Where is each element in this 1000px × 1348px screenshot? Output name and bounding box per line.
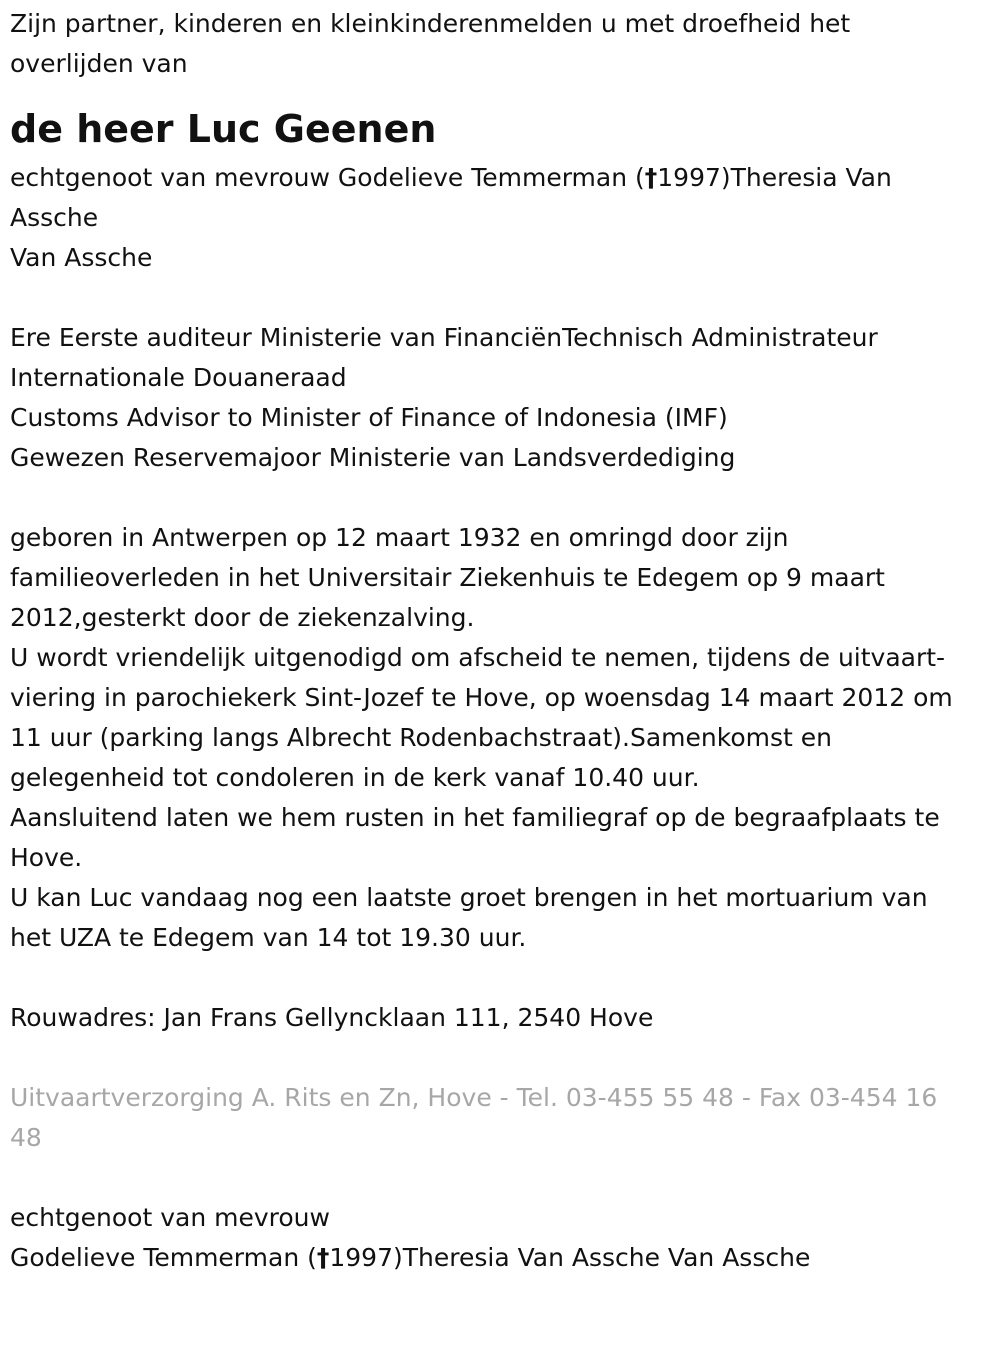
spacer (10, 1038, 970, 1078)
spouse-repeat: Van Assche (10, 243, 153, 272)
spacer (10, 958, 970, 998)
body-paragraph: U wordt vriendelijk uitgenodigd om afscheid te nemen, tijdens de uitvaart-viering in parochiekerk Sint-Jozef te Hove, op woensdag 14 maart 2012 om 11 uur (parking langs Albrecht Rodenbachstraat).Samenkomst en gelegenheid tot condoleren in de kerk vanaf 10.40 uur. (10, 643, 953, 792)
body-paragraph: Aansluitend laten we hem rusten in het familiegraf op de begraafplaats te Hove. (10, 803, 940, 872)
cross-icon: † (316, 1243, 330, 1272)
deceased-name: de heer Luc Geenen (10, 107, 437, 151)
footer-spouse-label: echtgenoot van mevrouw (10, 1203, 330, 1232)
spouse-suffix: 1997)Theresia Van Assche (10, 163, 892, 232)
spouse-prefix: echtgenoot van mevrouw Godelieve Temmerman ( (10, 163, 645, 192)
funeral-home-contact: Uitvaartverzorging A. Rits en Zn, Hove - Tel. 03-455 55 48 - Fax 03-454 16 48 (10, 1083, 938, 1152)
intro-text: Zijn partner, kinderen en kleinkinderenmelden u met droefheid het overlijden van (10, 9, 851, 78)
body-paragraph: geboren in Antwerpen op 12 maart 1932 en omringd door zijn familieoverleden in het Universitair Ziekenhuis te Edegem op 9 maart 2012,gesterkt door de ziekenzalving. (10, 523, 885, 632)
title-line: Customs Advisor to Minister of Finance of Indonesia (IMF) (10, 403, 728, 432)
footer-spouse-line (10, 1238, 970, 1278)
spacer (10, 478, 970, 518)
spacer (10, 1158, 970, 1198)
spacer (10, 278, 970, 318)
title-line: Ere Eerste auditeur Ministerie van FinanciënTechnisch Administrateur Internationale Douaneraad (10, 323, 878, 392)
mourning-address: Rouwadres: Jan Frans Gellyncklaan 111, 2540 Hove (10, 1003, 654, 1032)
title-line: Gewezen Reservemajoor Ministerie van Landsverdediging (10, 443, 736, 472)
cross-icon: † (644, 163, 658, 192)
footer-suffix: 1997)Theresia Van Assche Van Assche (329, 1243, 811, 1272)
footer-prefix: Godelieve Temmerman ( (10, 1243, 317, 1272)
body-paragraph: U kan Luc vandaag nog een laatste groet brengen in het mortuarium van het UZA te Edegem van 14 tot 19.30 uur. (10, 883, 928, 952)
spouse-line (10, 158, 970, 238)
